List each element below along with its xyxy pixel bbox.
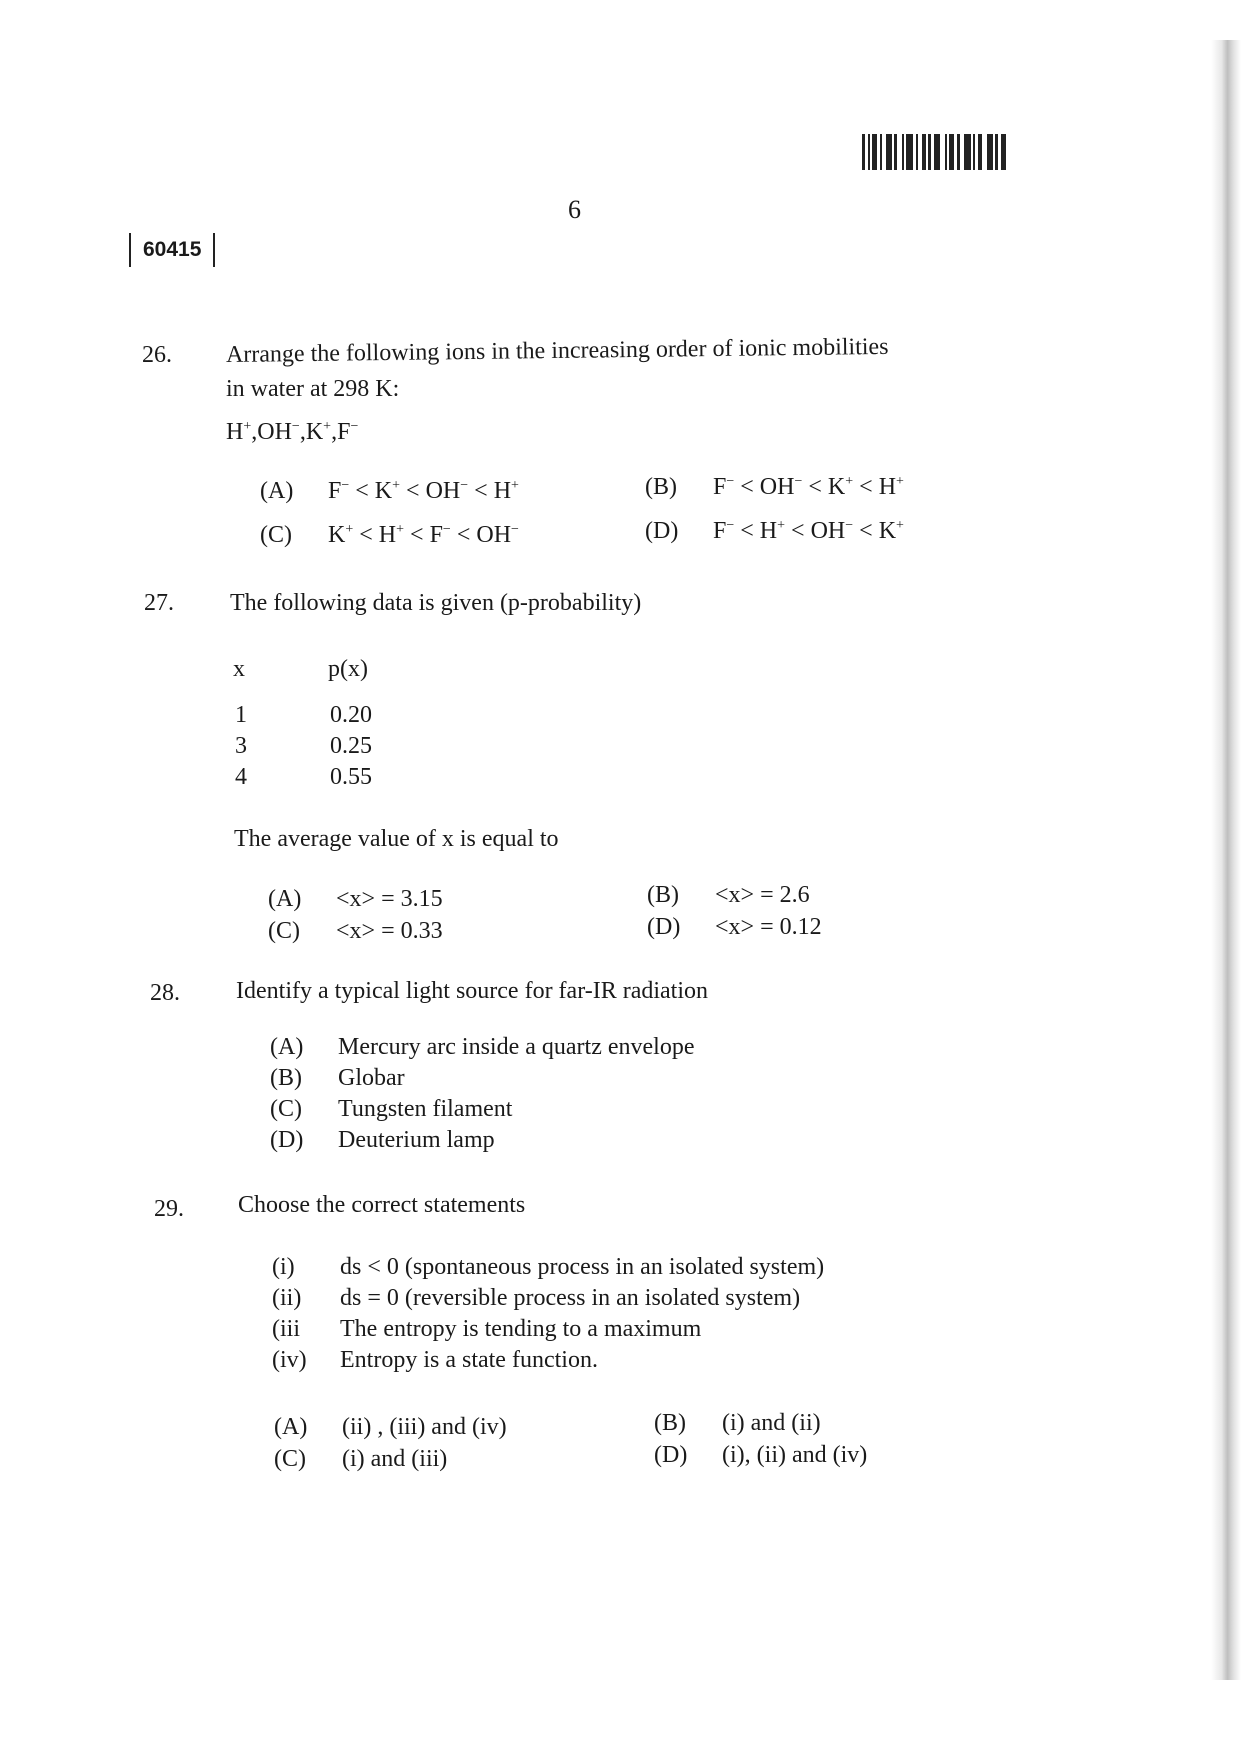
- question-28-option-a: (A) Mercury arc inside a quartz envelope: [270, 1034, 695, 1060]
- question-27-option-b: (B) <x> = 2.6: [647, 882, 810, 908]
- question-29-text: Choose the correct statements: [238, 1192, 526, 1218]
- question-27-option-c: (C) <x> = 0.33: [268, 918, 443, 944]
- question-28-text: Identify a typical light source for far-IR radiation: [236, 978, 709, 1004]
- question-26-option-d: (D) F− < H+ < OH− < K+: [645, 518, 904, 544]
- question-26-option-a: (A) F− < K+ < OH− < H+: [260, 478, 519, 504]
- question-28-option-c: (C) Tungsten filament: [270, 1096, 513, 1122]
- question-26-text-line1: Arrange the following ions in the increasing order of ionic mobilities: [225, 333, 889, 368]
- question-29-option-d: (D) (i), (ii) and (iv): [654, 1442, 868, 1468]
- question-28-option-b: (B) Globar: [270, 1065, 405, 1091]
- table-cell-px-1: 0.20: [330, 702, 372, 728]
- question-29-option-b: (B) (i) and (ii): [654, 1410, 821, 1436]
- paper-code: 60415: [129, 233, 215, 267]
- question-26-ions: H+,OH−,K+,F−: [226, 419, 359, 445]
- table-header-x: x: [233, 656, 245, 682]
- question-28-option-d: (D) Deuterium lamp: [270, 1127, 495, 1153]
- barcode: [862, 134, 1034, 170]
- question-27-option-d: (D) <x> = 0.12: [647, 914, 822, 940]
- question-27-option-a: (A) <x> = 3.15: [268, 886, 443, 912]
- table-header-px: p(x): [328, 656, 368, 682]
- table-cell-x-1: 1: [235, 702, 247, 728]
- table-cell-px-3: 0.55: [330, 764, 372, 790]
- question-26-option-b: (B) F− < OH− < K+ < H+: [645, 474, 904, 500]
- table-cell-x-3: 4: [235, 764, 247, 790]
- question-29-statement-iii: (iii The entropy is tending to a maximum: [272, 1316, 702, 1342]
- question-26-number: 26.: [142, 342, 172, 368]
- question-29-statement-ii: (ii) ds = 0 (reversible process in an isolated system): [272, 1285, 801, 1311]
- question-29-statement-i: (i) ds < 0 (spontaneous process in an isolated system): [272, 1254, 825, 1280]
- scan-edge-shadow: [1211, 40, 1241, 1680]
- question-26-text-line2: in water at 298 K:: [226, 376, 400, 402]
- question-28-number: 28.: [150, 980, 180, 1006]
- question-29-number: 29.: [154, 1196, 184, 1222]
- question-27-subtext: The average value of x is equal to: [234, 826, 559, 852]
- page-number: 6: [568, 195, 581, 224]
- table-cell-x-2: 3: [235, 733, 247, 759]
- question-29-option-a: (A) (ii) , (iii) and (iv): [274, 1414, 507, 1440]
- question-26-option-c: (C) K+ < H+ < F− < OH−: [260, 522, 519, 548]
- question-27-text: The following data is given (p-probability): [230, 590, 642, 616]
- question-27-number: 27.: [144, 590, 174, 616]
- table-cell-px-2: 0.25: [330, 733, 372, 759]
- question-29-statement-iv: (iv) Entropy is a state function.: [272, 1347, 598, 1373]
- question-29-option-c: (C) (i) and (iii): [274, 1446, 448, 1472]
